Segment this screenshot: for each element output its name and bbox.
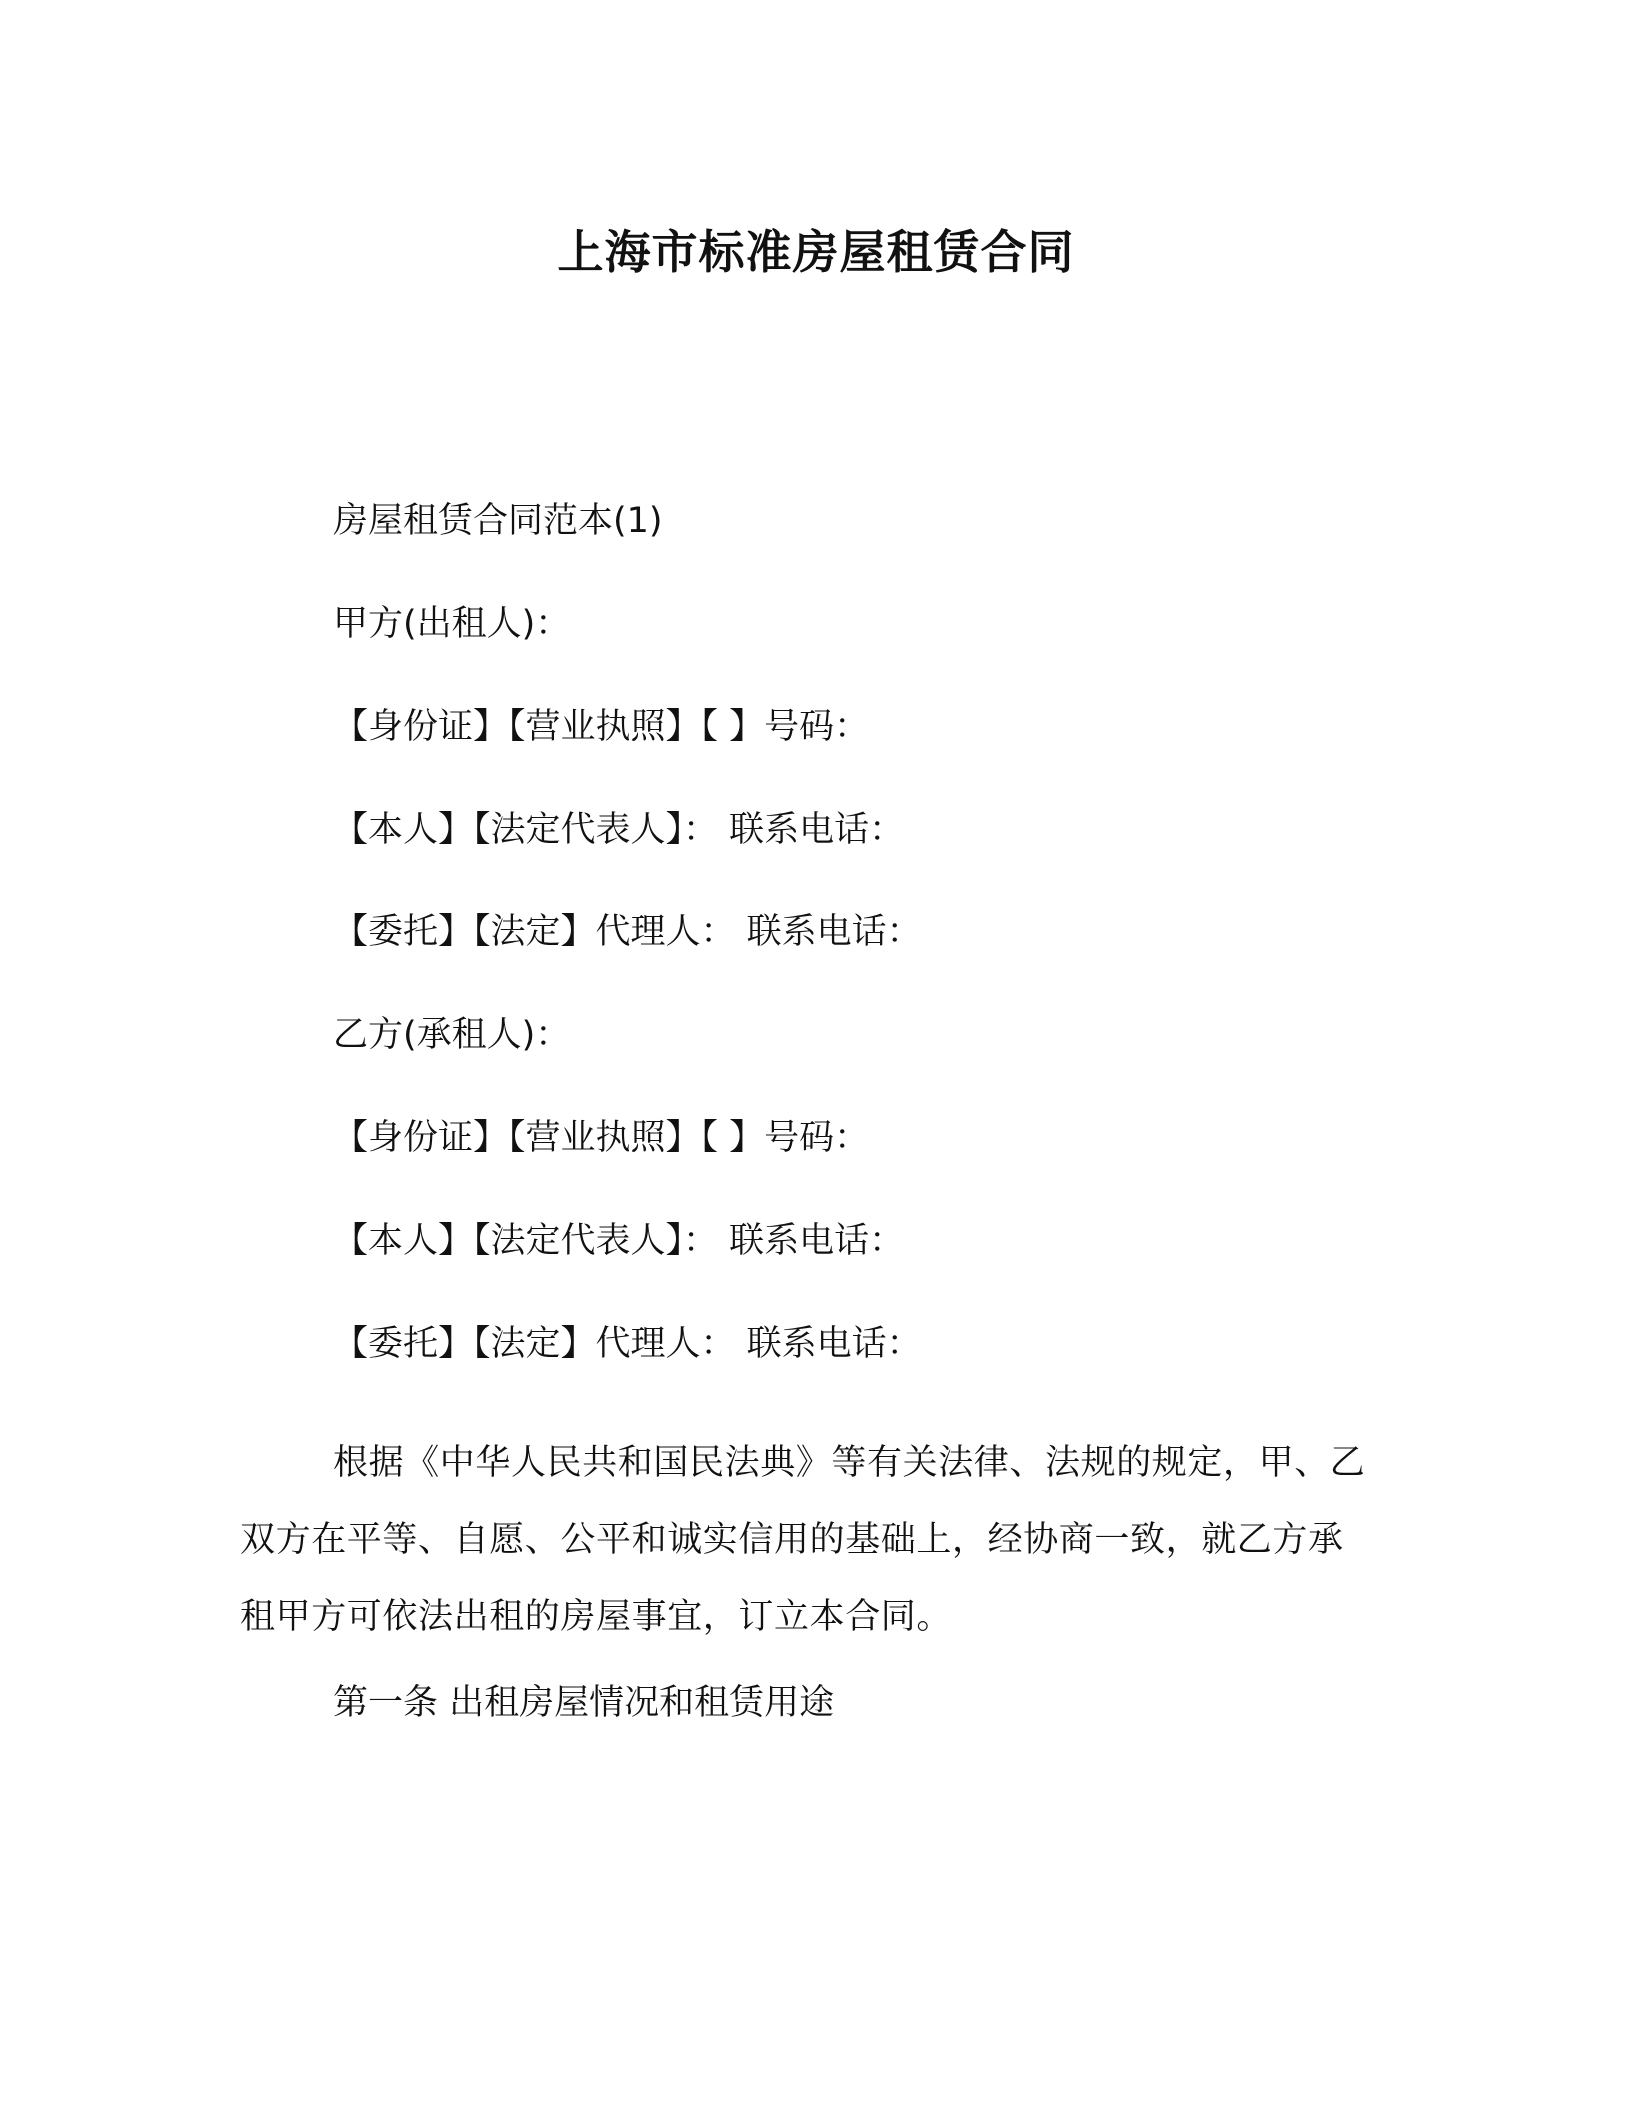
party-b-representative-line: 【本人】【法定代表人】： 联系电话： xyxy=(333,1221,905,1261)
document-title: 上海市标准房屋租赁合同 xyxy=(557,225,1075,279)
preamble-paragraph: 根据《中华人民共和国民法典》等有关法律、法规的规定，甲、乙双方在平等、自愿、公平和诚实信用的基础上，经协商一致，就乙方承租甲方可依法出租的房屋事宜，订立本合同。 xyxy=(240,1443,1366,1637)
party-b-id-line: 【身份证】【营业执照】【 】号码： xyxy=(333,1118,870,1158)
article-1-heading: 第一条 出租房屋情况和租赁用途 xyxy=(333,1683,835,1723)
party-b-label: 乙方(承租人)： xyxy=(333,1015,571,1055)
party-b-agent-line: 【委托】【法定】代理人： 联系电话： xyxy=(333,1324,922,1364)
party-a-label: 甲方(出租人)： xyxy=(333,604,571,644)
party-a-id-line: 【身份证】【营业执照】【 】号码： xyxy=(333,707,870,747)
party-a-representative-line: 【本人】【法定代表人】： 联系电话： xyxy=(333,810,905,850)
contract-template-heading: 房屋租赁合同范本(1) xyxy=(333,501,663,541)
party-a-agent-line: 【委托】【法定】代理人： 联系电话： xyxy=(333,912,922,952)
